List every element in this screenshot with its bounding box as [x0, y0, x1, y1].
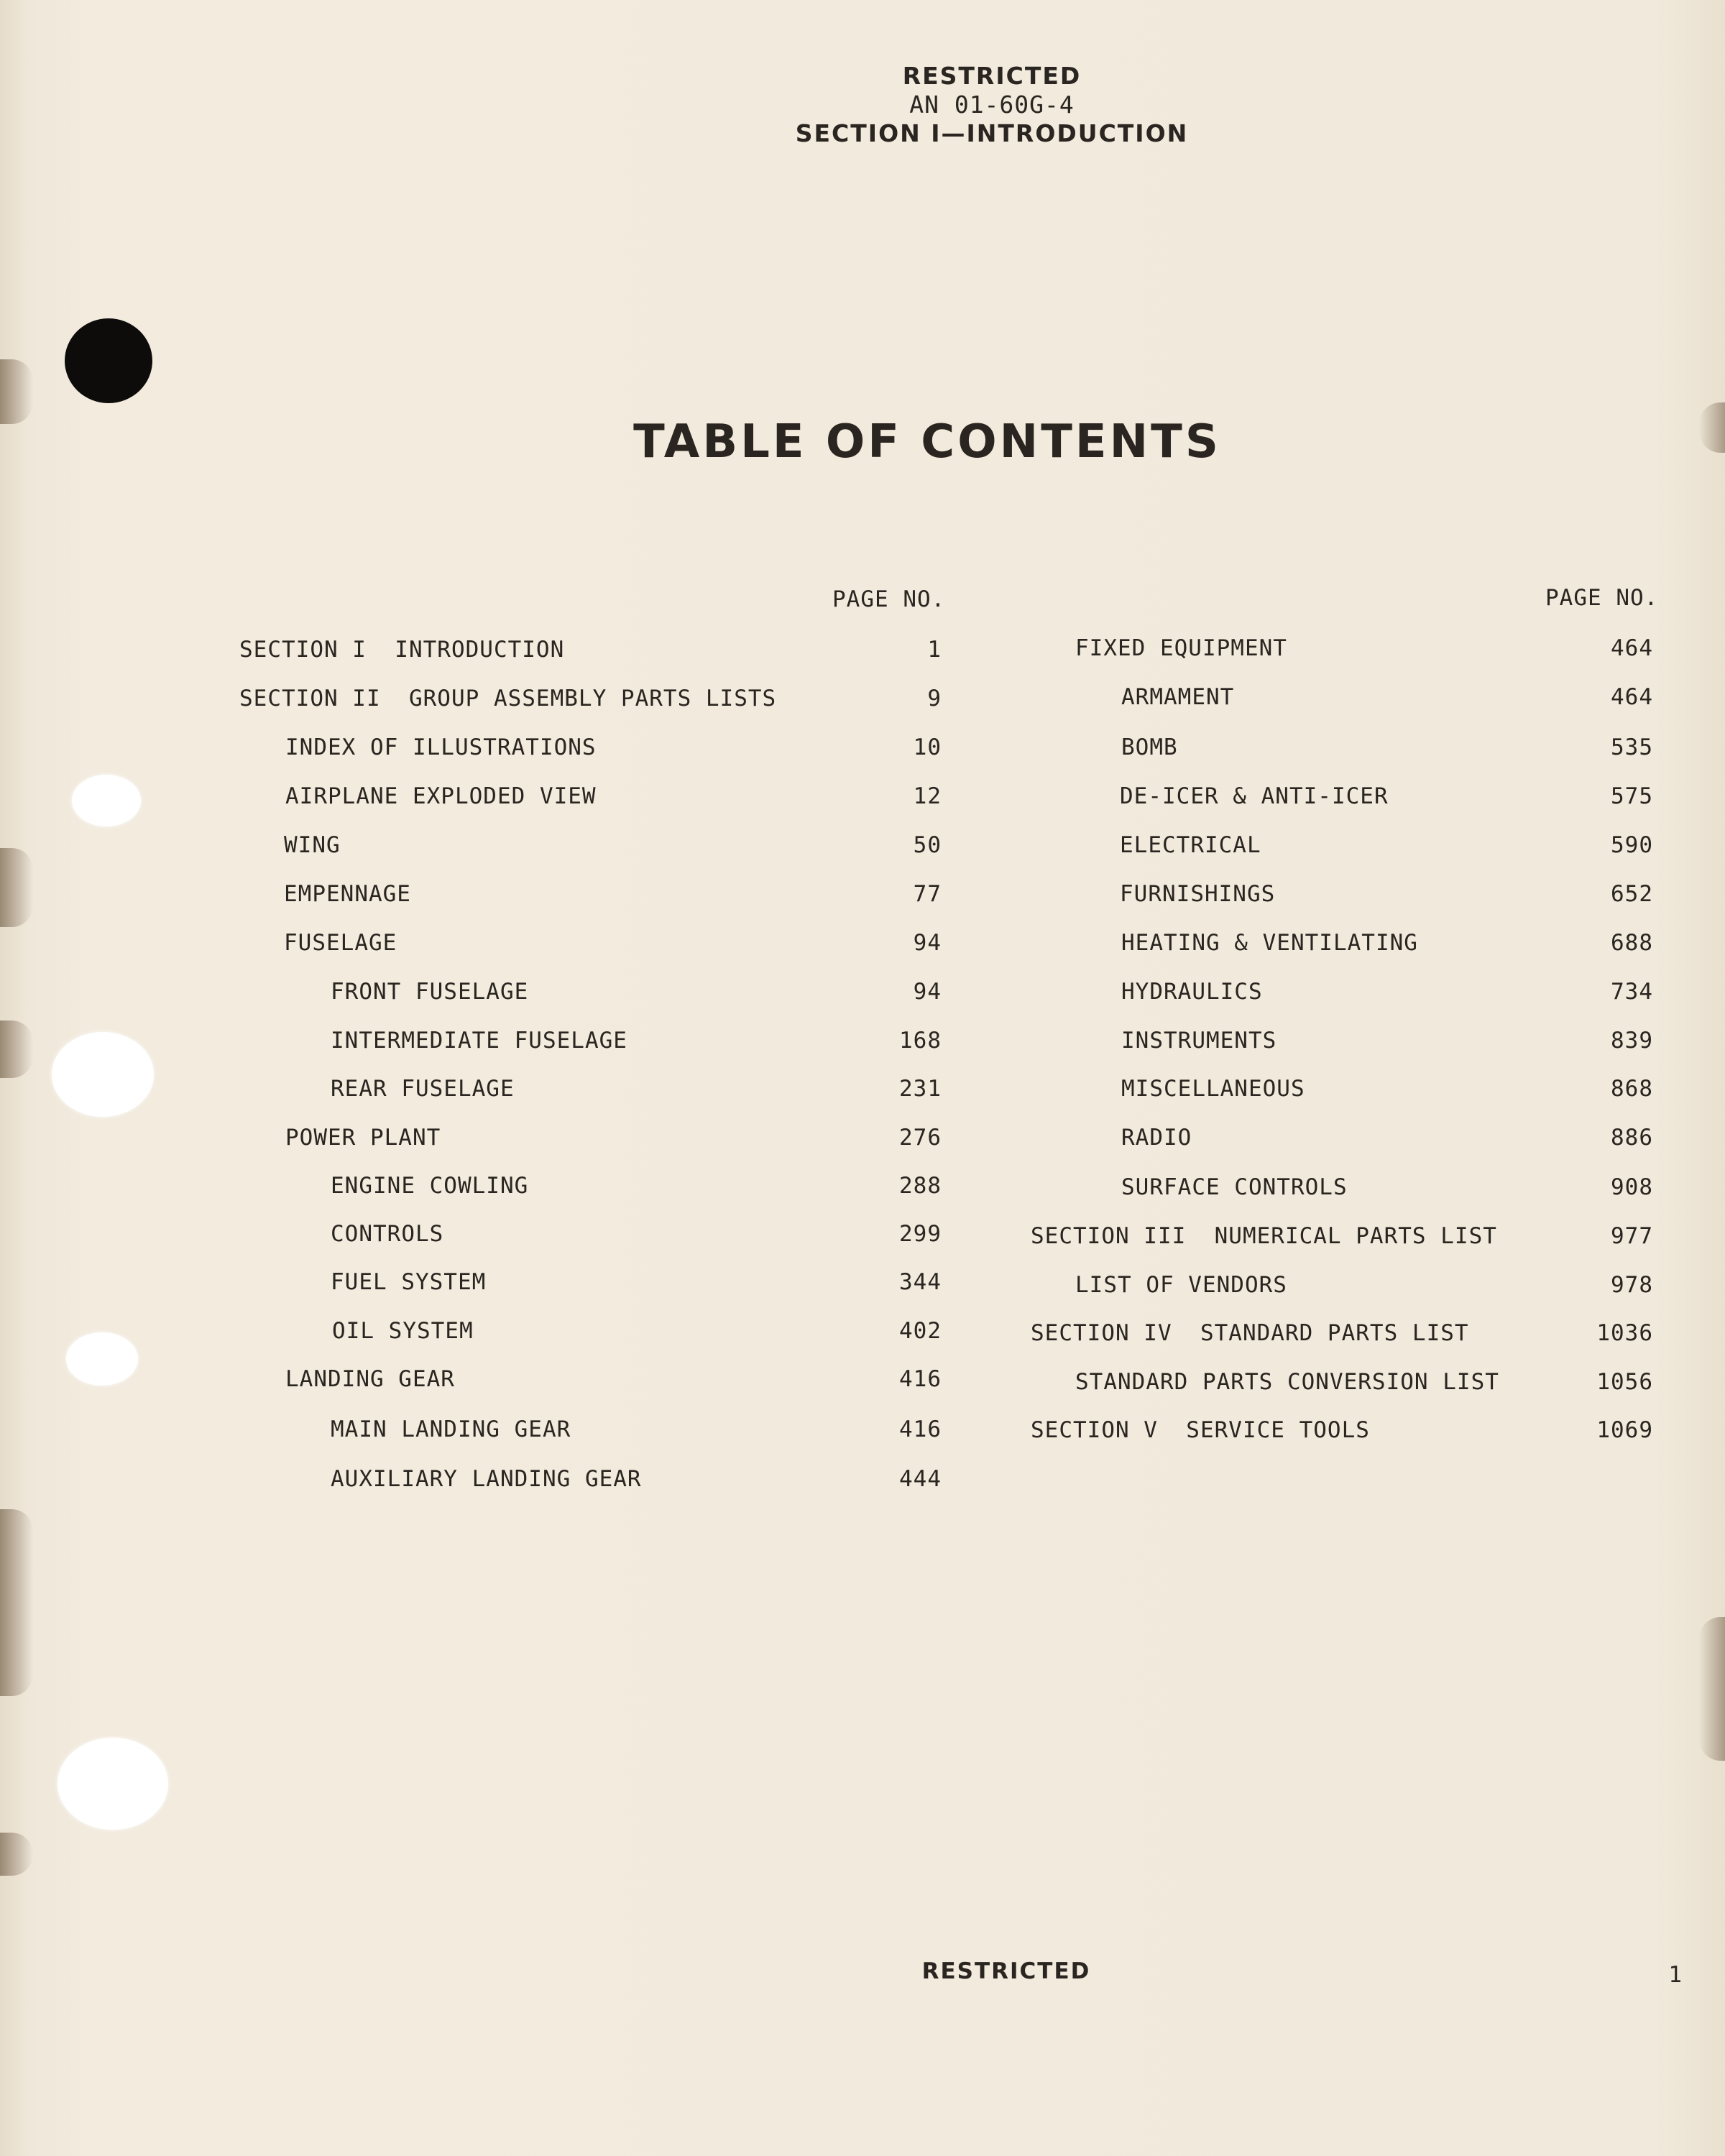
toc-entry-page: 1056	[1596, 1369, 1653, 1395]
toc-entry-label: FIXED EQUIPMENT	[1075, 635, 1287, 661]
punch-hole	[58, 1738, 168, 1830]
toc-entry-page: 299	[899, 1221, 942, 1247]
toc-entry-label: MISCELLANEOUS	[1121, 1076, 1305, 1102]
page-number: 1	[1668, 1962, 1682, 1988]
toc-entry-label: FRONT FUSELAGE	[331, 979, 529, 1005]
toc-entry-label: RADIO	[1121, 1125, 1192, 1151]
toc-entry-label: INDEX OF ILLUSTRATIONS	[285, 734, 597, 760]
toc-entry-page: 1	[927, 637, 942, 663]
toc-entry-label: POWER PLANT	[285, 1125, 441, 1151]
toc-entry-page: 590	[1611, 832, 1653, 858]
toc-entry-page: 444	[899, 1466, 942, 1492]
toc-entry-page: 94	[913, 979, 942, 1005]
toc-entry-label: AIRPLANE EXPLODED VIEW	[285, 783, 597, 809]
toc-entry-label: ENGINE COWLING	[331, 1173, 529, 1199]
toc-entry-label: MAIN LANDING GEAR	[331, 1416, 571, 1442]
edge-stain	[1699, 402, 1725, 453]
toc-entry-page: 908	[1611, 1174, 1653, 1200]
toc-entry-page: 1069	[1596, 1417, 1653, 1443]
edge-stain	[0, 359, 33, 424]
toc-entry-label: ELECTRICAL	[1120, 832, 1261, 858]
toc-entry-page: 839	[1611, 1028, 1653, 1054]
right-page-heading: PAGE NO.	[1545, 585, 1659, 611]
toc-entry-page: 688	[1611, 930, 1653, 956]
toc-entry-label: INSTRUMENTS	[1121, 1028, 1277, 1054]
toc-entry-label: ARMAMENT	[1121, 684, 1235, 710]
footer-classification: RESTRICTED	[921, 1958, 1091, 1984]
toc-entry-label: STANDARD PARTS CONVERSION LIST	[1075, 1369, 1499, 1395]
toc-entry-page: 94	[913, 930, 942, 956]
toc-entry-page: 416	[899, 1416, 942, 1442]
toc-entry-page: 288	[899, 1173, 942, 1199]
toc-entry-page: 1036	[1596, 1320, 1653, 1346]
toc-entry-label: LIST OF VENDORS	[1075, 1272, 1287, 1298]
toc-entry-label: CONTROLS	[331, 1221, 444, 1247]
toc-entry-label: FUSELAGE	[284, 930, 397, 956]
toc-entry-page: 168	[899, 1028, 942, 1054]
toc-entry-page: 276	[899, 1125, 942, 1151]
toc-entry-page: 977	[1611, 1223, 1653, 1249]
toc-entry-page: 978	[1611, 1272, 1653, 1298]
toc-entry-label: OIL SYSTEM	[332, 1318, 474, 1344]
toc-entry-label: SECTION V SERVICE TOOLS	[1031, 1417, 1370, 1443]
toc-entry-page: 9	[927, 686, 942, 711]
toc-entry-label: SECTION IV STANDARD PARTS LIST	[1031, 1320, 1469, 1346]
toc-entry-page: 652	[1611, 881, 1653, 907]
toc-entry-label: HEATING & VENTILATING	[1121, 930, 1418, 956]
toc-entry-label: EMPENNAGE	[284, 881, 411, 907]
toc-entry-page: 868	[1611, 1076, 1653, 1102]
toc-entry-label: LANDING GEAR	[285, 1366, 455, 1392]
toc-entry-page: 12	[913, 783, 942, 809]
toc-entry-page: 231	[899, 1076, 942, 1102]
toc-entry-label: BOMB	[1121, 734, 1178, 760]
toc-entry-label: SECTION III NUMERICAL PARTS LIST	[1031, 1223, 1497, 1249]
toc-entry-label: DE-ICER & ANTI-ICER	[1120, 783, 1389, 809]
edge-stain	[1699, 1617, 1725, 1761]
toc-entry-label: FUEL SYSTEM	[331, 1269, 487, 1295]
toc-entry-page: 464	[1611, 684, 1653, 710]
header-section: SECTION I—INTRODUCTION	[795, 119, 1189, 147]
edge-stain	[0, 1833, 33, 1876]
toc-entry-label: INTERMEDIATE FUSELAGE	[331, 1028, 627, 1054]
toc-entry-page: 402	[899, 1318, 942, 1344]
toc-entry-page: 575	[1611, 783, 1653, 809]
toc-entry-label: SECTION II GROUP ASSEMBLY PARTS LISTS	[239, 686, 777, 711]
toc-entry-page: 344	[899, 1269, 942, 1295]
toc-entry-label: FURNISHINGS	[1120, 881, 1276, 907]
toc-entry-label: SURFACE CONTROLS	[1121, 1174, 1348, 1200]
toc-entry-label: REAR FUSELAGE	[331, 1076, 515, 1102]
punch-hole	[65, 318, 152, 403]
page-title: TABLE OF CONTENTS	[633, 415, 1221, 469]
left-page-heading: PAGE NO.	[832, 586, 946, 612]
toc-entry-label: HYDRAULICS	[1121, 979, 1263, 1005]
toc-entry-page: 416	[899, 1366, 942, 1392]
toc-entry-label: SECTION I INTRODUCTION	[239, 637, 565, 663]
toc-entry-page: 734	[1611, 979, 1653, 1005]
header-document-number: AN 01-60G-4	[909, 91, 1075, 119]
toc-entry-page: 464	[1611, 635, 1653, 661]
header-classification: RESTRICTED	[902, 62, 1082, 90]
toc-entry-label: WING	[284, 832, 341, 858]
toc-entry-page: 886	[1611, 1125, 1653, 1151]
toc-entry-label: AUXILIARY LANDING GEAR	[331, 1466, 642, 1492]
toc-entry-page: 50	[913, 832, 942, 858]
toc-entry-page: 535	[1611, 734, 1653, 760]
toc-entry-page: 77	[913, 881, 942, 907]
toc-entry-page: 10	[913, 734, 942, 760]
